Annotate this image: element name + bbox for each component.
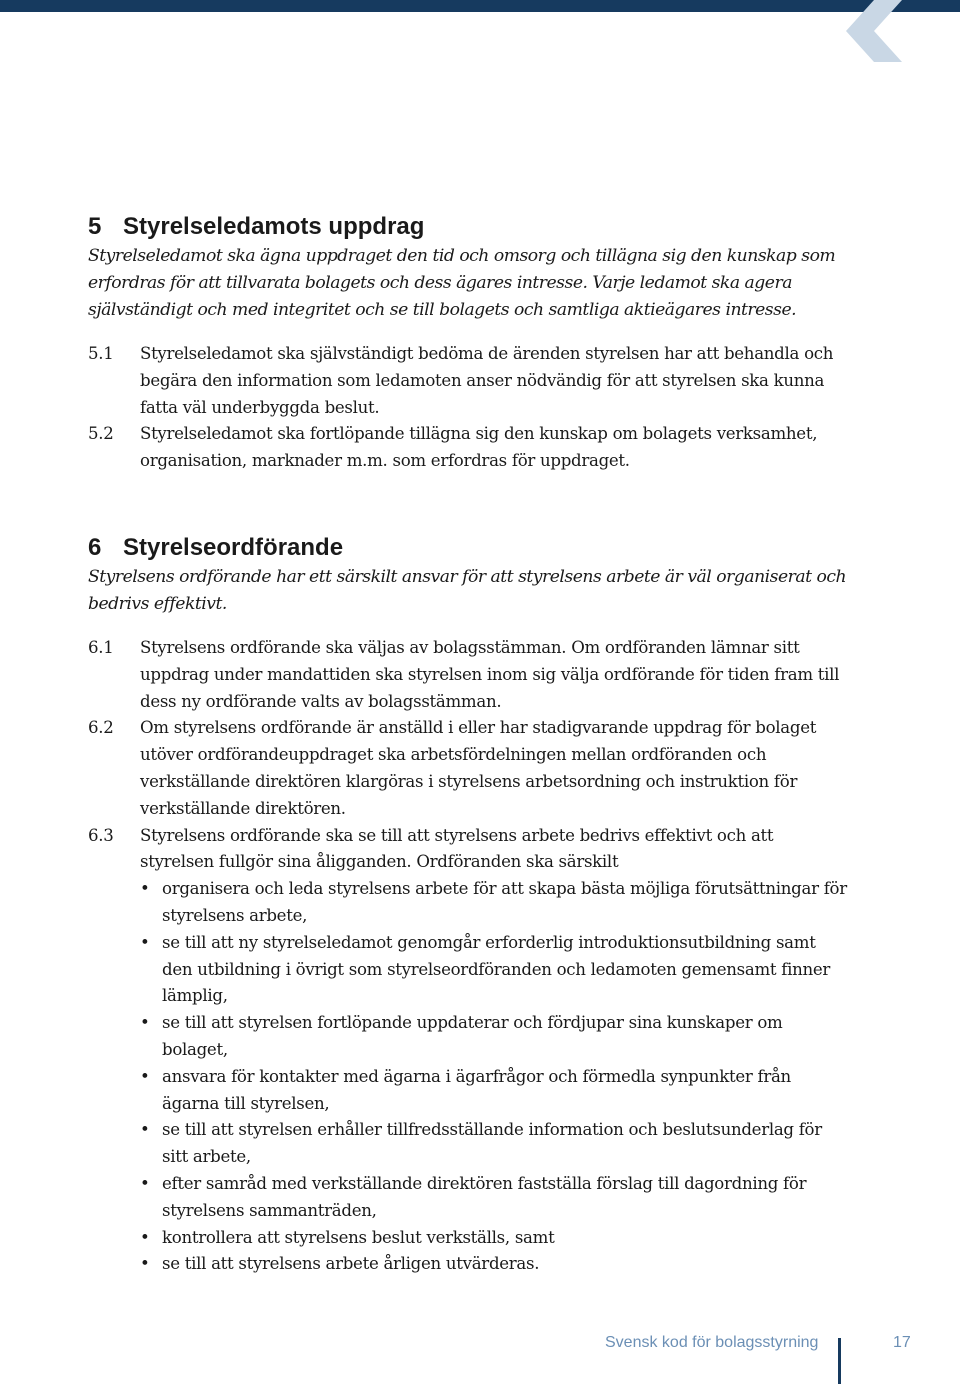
top-brand-bar — [0, 0, 960, 12]
section-6-intro: Styrelsens ordförande har ett särskilt ansvar för att styrelsens arbete är väl organiserat och bedrivs effektivt. — [88, 567, 847, 614]
list-item: • efter samråd med verkställande direktören fastställa förslag till dagordning för styrelsens sammanträden, — [140, 1171, 848, 1225]
section-6-title: Styrelseordförande — [123, 534, 344, 561]
list-item: • se till att ny styrelseledamot genomgår erforderlig introduktionsutbildning samt den utbildning i övrigt som styrelseordföranden och ledamoten gemensamt finner lämplig, — [140, 930, 848, 1010]
bullet-icon: • — [140, 1173, 150, 1193]
chevron-left-icon — [846, 0, 906, 62]
section-6 — [88, 533, 848, 1278]
footer-title: Svensk kod för bolagsstyrning — [605, 1334, 819, 1351]
item-text: Styrelsens ordförande ska väljas av bolagsstämman. Om ordföranden lämnar sitt uppdrag under mandattiden ska styrelsen inom sig välja ordförande för tiden fram till dess ny ordförande valts av bolagsstämman. — [140, 638, 840, 711]
item-number: 5.2 — [88, 424, 114, 444]
item-text: Styrelseledamot ska fortlöpande tillägna sig den kunskap om bolagets verksamhet, organisation, marknader m.m. som erfordras för uppdraget. — [140, 424, 818, 471]
bullet-icon: • — [140, 932, 150, 952]
duties-list — [140, 876, 848, 1278]
bullet-icon: • — [140, 1254, 150, 1274]
section-5-title: Styrelseledamots uppdrag — [123, 213, 425, 240]
list-item: • se till att styrelsen fortlöpande uppdaterar och fördjupar sina kunskaper om bolaget, — [140, 1010, 848, 1064]
item-6-3 — [88, 823, 848, 1279]
item-text: Styrelsens ordförande ska se till att styrelsens arbete bedrivs effektivt och att styrelsen fullgör sina åligganden. Ordföranden ska särskilt — [140, 825, 774, 872]
bullet-icon: • — [140, 1120, 150, 1140]
footer-divider — [838, 1338, 841, 1384]
section-6-heading — [88, 533, 848, 563]
section-5-number: 5 — [88, 213, 102, 240]
list-item: • se till att styrelsen erhåller tillfredsställande information och beslutsunderlag för sitt arbete, — [140, 1117, 848, 1171]
section-5 — [88, 212, 848, 475]
item-number: 6.3 — [88, 825, 114, 845]
bullet-icon: • — [140, 879, 150, 899]
bullet-icon: • — [140, 1066, 150, 1086]
item-6-1 — [88, 635, 848, 715]
list-item: • se till att styrelsens arbete årligen utvärderas. — [140, 1251, 848, 1278]
item-number: 6.2 — [88, 718, 114, 738]
item-text: Om styrelsens ordförande är anställd i eller har stadigvarande uppdrag för bolaget utöver ordförandeuppdraget ska arbetsfördelningen mellan ordföranden och verkställande direktören klargöras i styrelsens arbetsordning och instruktion för verkställande direktören. — [140, 718, 817, 818]
bullet-icon: • — [140, 1013, 150, 1033]
section-5-items — [88, 341, 848, 475]
item-number: 5.1 — [88, 344, 114, 363]
item-text: Styrelseledamot ska självständigt bedöma de ärenden styrelsen har att behandla och begära den information som ledamoten anser nödvändig för att styrelsen ska kunna fatta väl underbyggda beslut. — [140, 344, 834, 417]
item-number: 6.1 — [88, 638, 114, 657]
page-number: 17 — [893, 1334, 911, 1351]
list-item: • kontrollera att styrelsens beslut verkställs, samt — [140, 1225, 848, 1252]
section-6-items — [88, 635, 848, 1278]
bullet-icon: • — [140, 1227, 150, 1247]
section-6-number: 6 — [88, 534, 102, 561]
item-5-1 — [88, 341, 848, 421]
list-item: • organisera och leda styrelsens arbete för att skapa bästa möjliga förutsättningar för styrelsens arbete, — [140, 876, 848, 930]
section-5-intro: Styrelseledamot ska ägna uppdraget den tid och omsorg och tillägna sig den kunskap som erfordras för att tillvarata bolagets och dess ägares intresse. Varje ledamot ska agera självständigt och med integritet och se till bolagets och samtliga aktieägares intresse. — [88, 246, 836, 320]
item-6-3-body — [140, 823, 848, 1279]
list-item: • ansvara för kontakter med ägarna i ägarfrågor och förmedla synpunkter från ägarna till styrelsen, — [140, 1064, 848, 1118]
section-5-heading — [88, 212, 848, 242]
item-5-2 — [88, 421, 848, 475]
item-6-2 — [88, 715, 848, 822]
